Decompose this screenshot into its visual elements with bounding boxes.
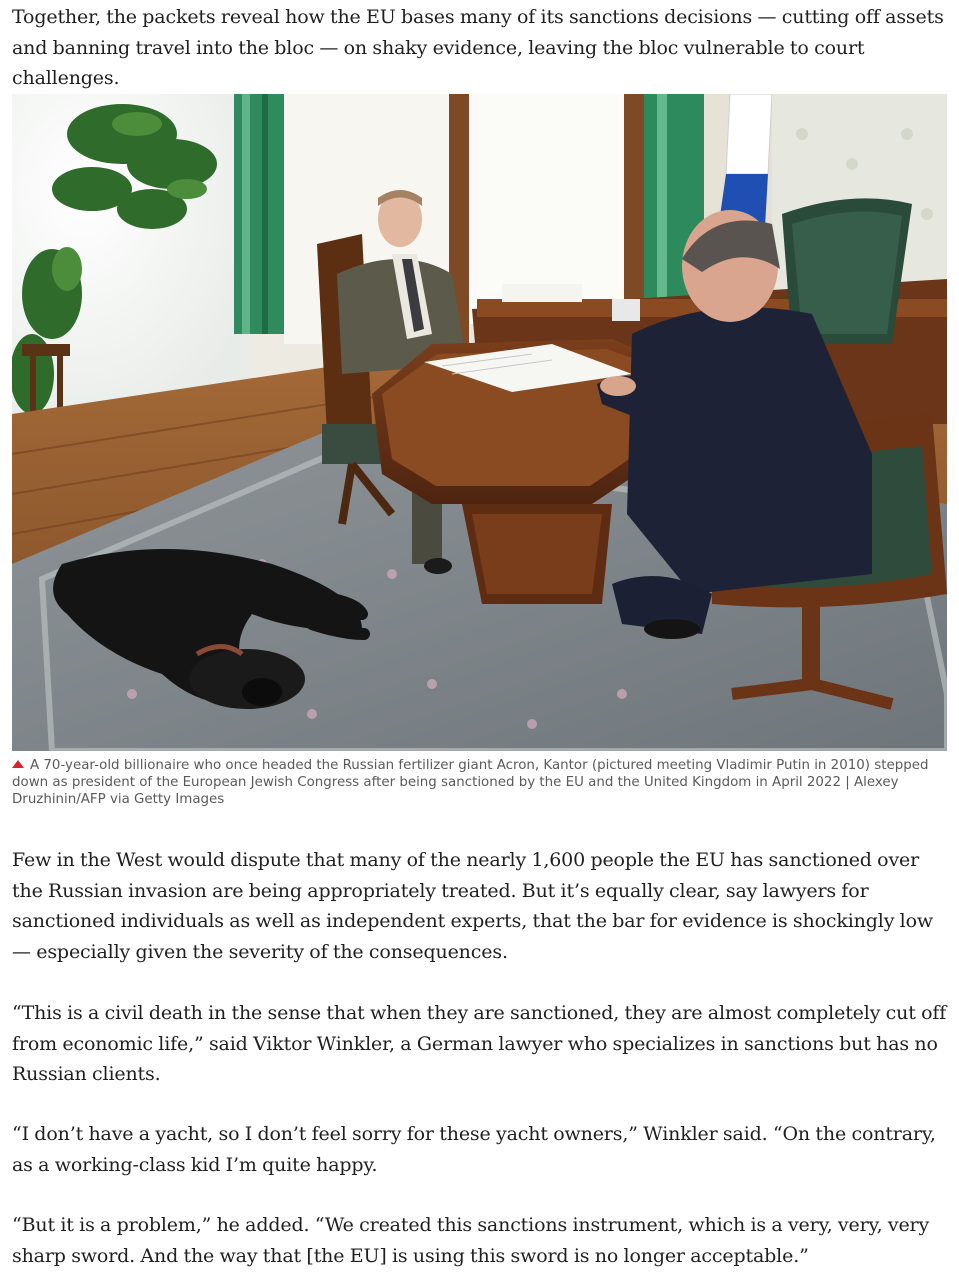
photo-caption	[12, 757, 947, 808]
paragraph-1: Few in the West would dispute that many of the nearly 1,600 people the EU has sanctioned over the Russian invasion are being appropriately treated. But it’s equally clear, say lawyers for sanctioned individuals as well as independent experts, that the bar for evidence is shockingly low — especially given the severity of the consequences.	[12, 849, 933, 963]
paragraph-4: “But it is a problem,” he added. “We created this sanctions instrument, which is a very, very, very sharp sword. And the way that [the EU] is using this sword is no longer acceptable.”	[12, 1214, 930, 1267]
paragraph-3: “I don’t have a yacht, so I don’t feel sorry for these yacht owners,” Winkler said. “On the contrary, as a working-class kid I’m quite happy.	[12, 1123, 936, 1176]
article-photo	[12, 94, 947, 751]
paragraph-2: “This is a civil death in the sense that when they are sanctioned, they are almost completely cut off from economic life,” said Viktor Winkler, a German lawyer who specializes in sanctions but has no Russian clients.	[12, 1002, 947, 1085]
photo-caption-text: A 70-year-old billionaire who once headed the Russian fertilizer giant Acron, Kantor (pictured meeting Vladimir Putin in 2010) stepped down as president of the European Jewish Congress after being sanctioned by the EU and the United Kingdom in April 2022 | Alexey Druzhinin/AFP via Getty Images	[12, 758, 929, 807]
intro-paragraph: Together, the packets reveal how the EU bases many of its sanctions decisions — cutting off assets and banning travel into the bloc — on shaky evidence, leaving the bloc vulnerable to court challenges.	[12, 6, 944, 89]
caret-up-icon	[12, 760, 24, 768]
